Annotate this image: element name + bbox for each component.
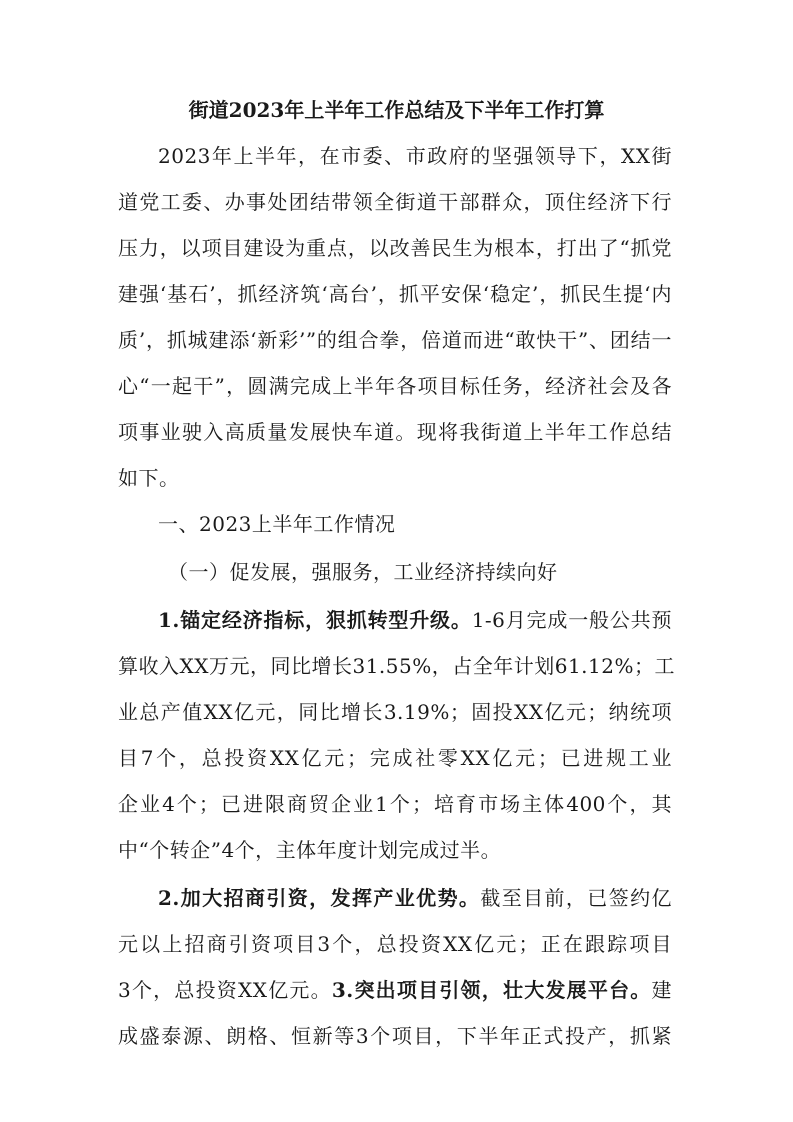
intro-line: 道党工委、办事处团结带领全街道干部群众，顶住经济下行 xyxy=(118,190,672,214)
subsection-heading: （一）促发展，强服务，工业经济持续向好 xyxy=(168,560,558,584)
item1-text: 1-6月完成一般公共预 xyxy=(471,608,672,632)
section-heading: 一、2023上半年工作情况 xyxy=(158,512,396,536)
item1-line: 目7个，总投资XX亿元；完成社零XX亿元；已进规工业 xyxy=(118,746,672,770)
item1-line: 业总产值XX亿元，同比增长3.19%；固投XX亿元；纳统项 xyxy=(118,700,672,724)
intro-line: 2023年上半年，在市委、市政府的坚强领导下，XX街 xyxy=(158,144,672,168)
intro-line: 项事业驶入高质量发展快车道。现将我街道上半年工作总结 xyxy=(118,420,672,444)
intro-line: 压力，以项目建设为重点，以改善民生为根本，打出了“抓党 xyxy=(118,236,672,260)
document-title: 街道2023年上半年工作总结及下半年工作打算 xyxy=(188,98,605,122)
item3-text: 建 xyxy=(651,978,672,1002)
intro-line: 质’，抓城建添‘新彩’”的组合拳，倍道而进“敢快干”、团结一 xyxy=(118,328,672,352)
item3-line: 成盛泰源、朗格、恒新等3个项目，下半年正式投产，抓紧 xyxy=(118,1024,672,1048)
item1-line: 中“个转企”4个，主体年度计划完成过半。 xyxy=(118,838,502,862)
intro-line: 心“一起干”，圆满完成上半年各项目标任务，经济社会及各 xyxy=(118,374,672,398)
item1-first-line xyxy=(158,600,672,640)
intro-line: 如下。 xyxy=(118,466,180,490)
item2-first-line xyxy=(158,878,672,918)
item1-line: 企业4个；已进限商贸企业1个；培育市场主体400个，其 xyxy=(118,792,672,816)
item2-text: 3个，总投资XX亿元。 xyxy=(118,978,332,1002)
item2-line: 元以上招商引资项目3个，总投资XX亿元；正在跟踪项目 xyxy=(118,932,672,956)
item1-line: 算收入XX万元，同比增长31.55%，占全年计划61.12%；工 xyxy=(118,654,675,678)
item2-item3-line xyxy=(118,970,672,1010)
item3-heading: 3.突出项目引领，壮大发展平台。 xyxy=(331,978,652,1002)
item2-text: 截至目前，已签约亿 xyxy=(480,886,672,910)
item1-heading: 1.锚定经济指标，狠抓转型升级。 xyxy=(158,608,472,632)
intro-line: 建强‘基石’，抓经济筑‘高台’，抓平安保‘稳定’，抓民生提‘内 xyxy=(118,282,672,306)
item2-heading: 2.加大招商引资，发挥产业优势。 xyxy=(158,886,481,910)
